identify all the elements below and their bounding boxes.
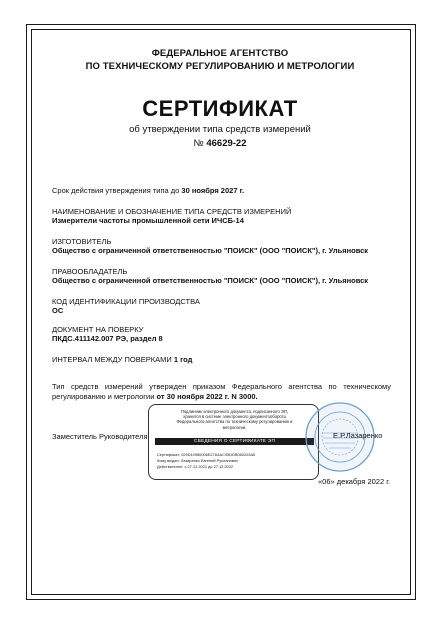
stamp-cert-label: Сертификат: [157,452,181,457]
manufacturer-label: ИЗГОТОВИТЕЛЬ [52,237,112,246]
certificate-title: СЕРТИФИКАТ [142,96,298,121]
instrument-value: Измерители частоты промышленной сети ИЧСБ-14 [52,216,244,225]
stamp-notice-line: метрологии. [222,424,247,430]
stamp-notice [157,409,312,430]
stamp-issued-value: Лазаренко Евгений Русланович [180,458,239,463]
stamp-notice-line: Подлинник электронного документа, подписанного ЭП, [180,409,289,414]
stamp-notice-line: Федерального агентства по техническому регулированию и [176,419,293,425]
stamp-valid-label: Действителен: [157,464,184,469]
verification-doc-value: ПКДС.411142.007 РЭ, раздел 8 [52,334,163,343]
stamp-bar-title: СВЕДЕНИЯ О СЕРТИФИКАТЕ ЭП [155,438,314,445]
stamp-valid-line [157,464,233,469]
verification-doc-label: ДОКУМЕНТ НА ПОВЕРКУ [52,325,144,334]
interval-value: 1 год [173,355,193,364]
stamp-valid-value: с 27.12.2021 до 27.12.2022 [184,464,234,469]
interval-label: ИНТЕРВАЛ МЕЖДУ ПОВЕРКАМИ [52,355,172,364]
certificate-subtitle: об утверждении типа средств измерений [129,124,311,135]
signature-date: «06» декабря 2022 г. [318,477,391,486]
instrument-label: НАИМЕНОВАНИЕ И ОБОЗНАЧЕНИЕ ТИПА СРЕДСТВ ИЗМЕРЕНИЙ [52,207,292,216]
rights-holder-value: Общество с ограниченной ответственностью "ПОИСК" (ООО "ПОИСК"), г. Ульяновск [52,276,369,285]
decree-date: от 30 ноября 2022 г. N 3000. [156,391,258,401]
agency-name-line2: ПО ТЕХНИЧЕСКОМУ РЕГУЛИРОВАНИЮ И МЕТРОЛОГИИ [85,61,355,72]
agency-name-line1: ФЕДЕРАЛЬНОЕ АГЕНТСТВО [151,48,289,59]
stamp-notice-line: хранится в системе электронного документооборота [183,414,286,420]
e-signature-stamp [148,404,319,480]
stamp-cert-line [157,452,255,457]
rights-holder-label: ПРАВООБЛАДАТЕЛЬ [52,267,128,276]
stamp-issued-label: Кому выдан: [157,458,180,463]
stamp-issued-line [157,458,238,463]
validity-date: 30 ноября 2027 г. [181,186,245,195]
decree-text: Тип средств измерений утвержден приказом Федерального агентства по техническому регулированию и метрологии [52,382,391,401]
production-code-label: КОД ИДЕНТИФИКАЦИИ ПРОИЗВОДСТВА [52,297,200,306]
decree-paragraph [52,382,391,401]
validity-label: Срок действия утверждения типа до [52,186,180,195]
stamp-cert-value: 029D10980006E27A4AC95DDB060203A5 [181,452,256,457]
manufacturer-value: Общество с ограниченной ответственностью "ПОИСК" (ООО "ПОИСК"), г. Ульяновск [52,246,369,255]
number-prefix: № [193,138,204,149]
interval-line [52,355,192,364]
validity-line [52,186,244,195]
signer-name: Е.Р.Лазаренко [333,431,383,440]
certificate-number [40,138,400,149]
production-code-value: ОС [52,306,64,315]
signer-position: Заместитель Руководителя [52,432,148,441]
number-value: 46629-22 [206,138,247,149]
